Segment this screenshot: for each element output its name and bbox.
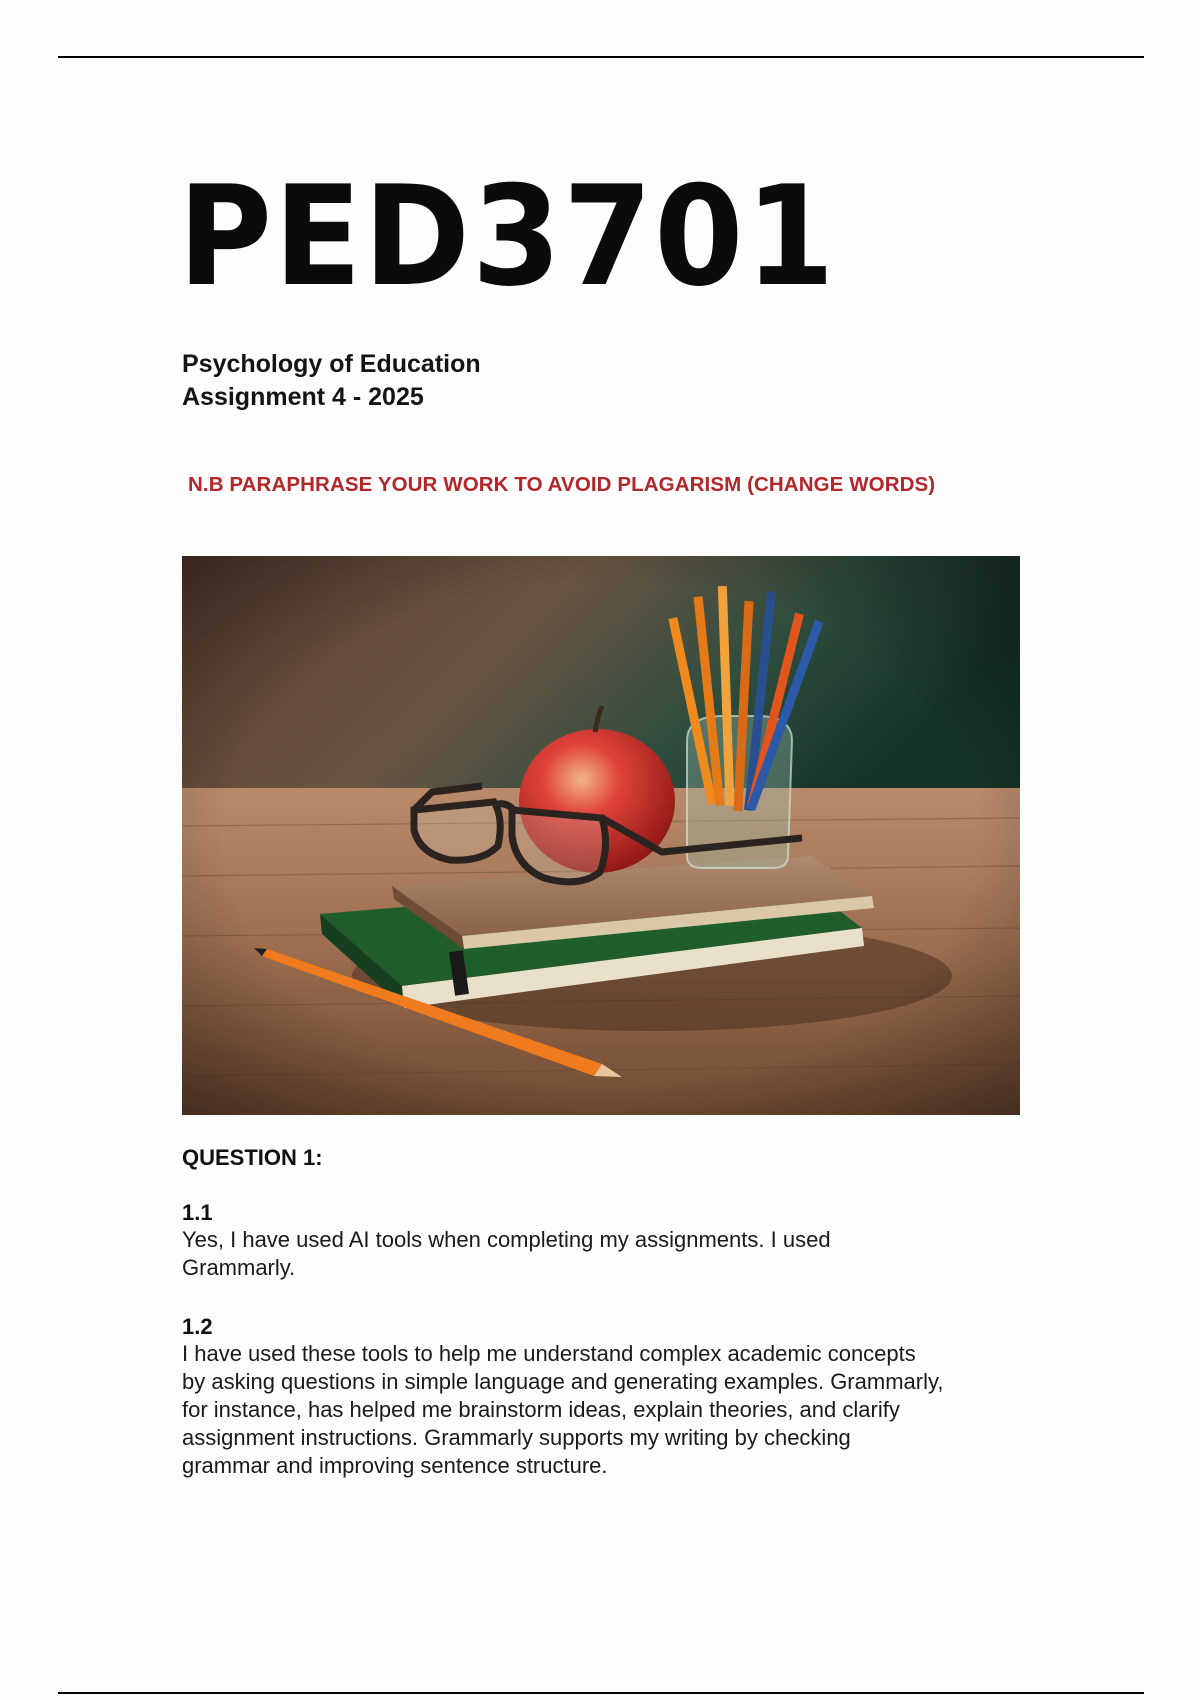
section-answer (182, 1226, 1062, 1282)
section-number: 1.2 (182, 1314, 213, 1339)
answer-line: Grammarly. (182, 1255, 296, 1280)
answer-line: for instance, has helped me brainstorm ideas, explain theories, and clarify (182, 1397, 900, 1422)
top-rule (58, 56, 1144, 58)
answer-line: Yes, I have used AI tools when completing my assignments. I used (182, 1227, 831, 1252)
answer-line: assignment instructions. Grammarly supports my writing by checking (182, 1425, 851, 1450)
plagiarism-notice: N.B PARAPHRASE YOUR WORK TO AVOID PLAGARISM (CHANGE WORDS) (188, 473, 936, 496)
course-code-title: PED3701 (178, 156, 837, 317)
answer-line: by asking questions in simple language and generating examples. Grammarly, (182, 1369, 944, 1394)
bottom-rule (58, 1692, 1144, 1694)
subtitle-block (182, 348, 481, 414)
section-number: 1.1 (182, 1200, 213, 1225)
answer-line: I have used these tools to help me understand complex academic concepts (182, 1341, 916, 1366)
course-name: Psychology of Education (182, 350, 481, 378)
section-answer (182, 1340, 1062, 1480)
answer-line: grammar and improving sentence structure. (182, 1453, 608, 1478)
question-heading: QUESTION 1: (182, 1145, 323, 1170)
cover-illustration (182, 556, 1020, 1115)
assignment-label: Assignment 4 - 2025 (182, 383, 424, 411)
